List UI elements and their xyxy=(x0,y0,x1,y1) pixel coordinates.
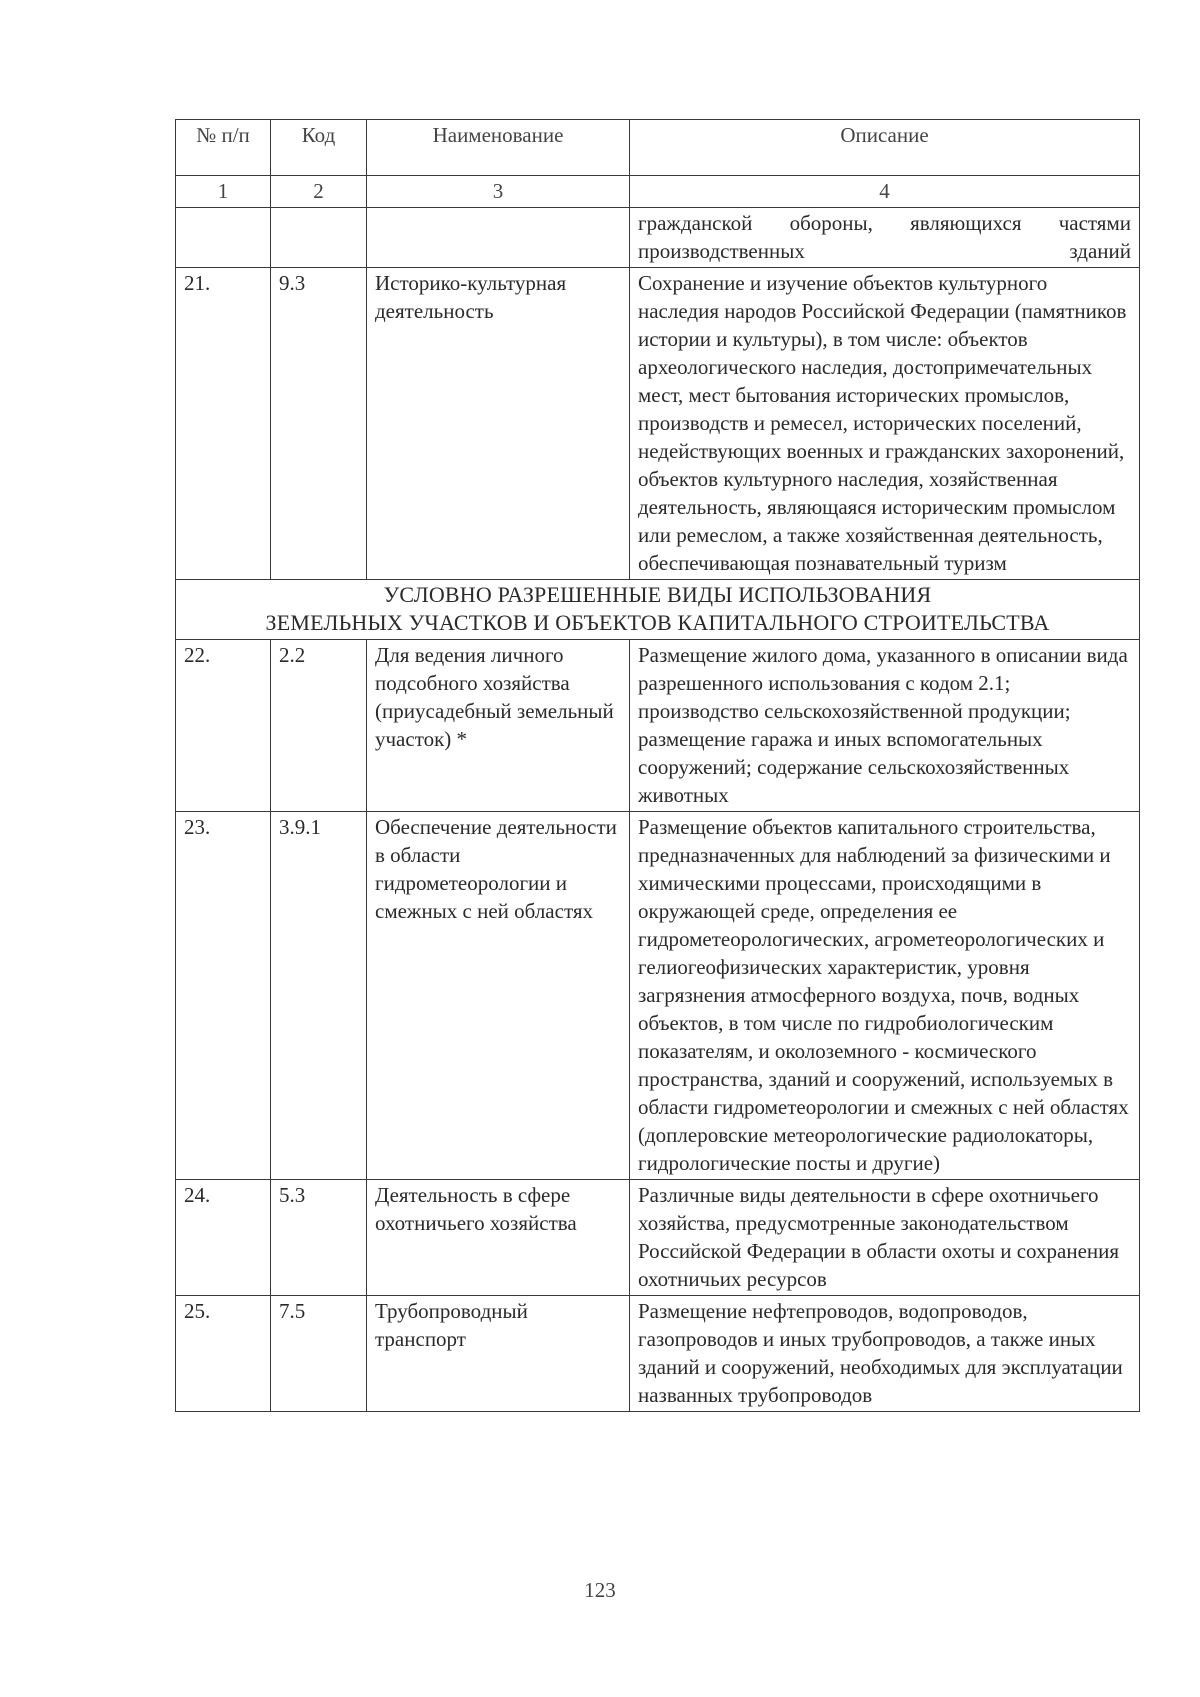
empty-cell xyxy=(271,208,367,268)
section-title-line: ЗЕМЕЛЬНЫХ УЧАСТКОВ И ОБЪЕКТОВ КАПИТАЛЬНОГО СТРОИТЕЛЬСТВА xyxy=(265,610,1050,635)
header-name: Наименование xyxy=(367,120,630,176)
table-row xyxy=(176,1180,1140,1296)
row-number: 22. xyxy=(176,640,271,812)
table-row xyxy=(176,1296,1140,1412)
column-number: 2 xyxy=(271,176,367,208)
row-code: 2.2 xyxy=(271,640,367,812)
empty-cell xyxy=(176,208,271,268)
row-description: Размещение объектов капитального строительства, предназначенных для наблюдений за физическими и химическими процессами, происходящими в окружающей среде, определения ее гидрометеорологических, агрометеорологических и гелиогеофизических характеристик, уровня загрязнения атмосферного воздуха, почв, водных объектов, в том числе по гидробиологическим показателям, и околоземного - космического пространства, зданий и сооружений, используемых в области гидрометеорологии и смежных с ней областях (доплеровские метеорологические радиолокаторы, гидрологические посты и другие) xyxy=(630,812,1140,1180)
land-use-table xyxy=(175,119,1140,1412)
row-code: 5.3 xyxy=(271,1180,367,1296)
row-code: 3.9.1 xyxy=(271,812,367,1180)
header-no: № п/п xyxy=(176,120,271,176)
row-description: Различные виды деятельности в сфере охотничьего хозяйства, предусмотренные законодательством Российской Федерации в области охоты и сохранения охотничьих ресурсов xyxy=(630,1180,1140,1296)
table-row xyxy=(176,268,1140,580)
header-description: Описание xyxy=(630,120,1140,176)
column-number-row xyxy=(176,176,1140,208)
row-number: 23. xyxy=(176,812,271,1180)
row-number: 21. xyxy=(176,268,271,580)
page-number: 123 xyxy=(584,1578,616,1602)
row-description: Сохранение и изучение объектов культурного наследия народов Российской Федерации (памятников истории и культуры), в том числе: объектов археологического наследия, достопримечательных мест, мест бытования исторических промыслов, производств и ремесел, исторических поселений, недействующих военных и гражданских захоронений, объектов культурного наследия, хозяйственная деятельность, являющаяся историческим промыслом или ремеслом, а также хозяйственная деятельность, обеспечивающая познавательный туризм xyxy=(630,268,1140,580)
empty-cell xyxy=(367,208,630,268)
section-title xyxy=(176,580,1140,640)
row-name: Деятельность в сфере охотничьего хозяйства xyxy=(367,1180,630,1296)
section-header-row xyxy=(176,580,1140,640)
column-number: 4 xyxy=(630,176,1140,208)
row-description: Размещение нефтепроводов, водопроводов, газопроводов и иных трубопроводов, а также иных зданий и сооружений, необходимых для эксплуатации названных трубопроводов xyxy=(630,1296,1140,1412)
row-name: Трубопроводный транспорт xyxy=(367,1296,630,1412)
column-number: 1 xyxy=(176,176,271,208)
header-code: Код xyxy=(271,120,367,176)
row-name: Для ведения личного подсобного хозяйства (приусадебный земельный участок) * xyxy=(367,640,630,812)
section-title-line: УСЛОВНО РАЗРЕШЕННЫЕ ВИДЫ ИСПОЛЬЗОВАНИЯ xyxy=(383,582,932,607)
row-code: 7.5 xyxy=(271,1296,367,1412)
row-description: Размещение жилого дома, указанного в описании вида разрешенного использования с кодом 2.1; производство сельскохозяйственной продукции; размещение гаража и иных вспомогательных сооружений; содержание сельскохозяйственных животных xyxy=(630,640,1140,812)
continuation-row xyxy=(176,208,1140,268)
row-number: 25. xyxy=(176,1296,271,1412)
row-code: 9.3 xyxy=(271,268,367,580)
column-number: 3 xyxy=(367,176,630,208)
row-name: Обеспечение деятельности в области гидрометеорологии и смежных с ней областях xyxy=(367,812,630,1180)
row-name: Историко-культурная деятельность xyxy=(367,268,630,580)
row-number: 24. xyxy=(176,1180,271,1296)
table-header-row xyxy=(176,120,1140,176)
table-row xyxy=(176,812,1140,1180)
continuation-text: гражданской обороны, являющихся частями производственных зданий xyxy=(630,208,1140,268)
table-row xyxy=(176,640,1140,812)
